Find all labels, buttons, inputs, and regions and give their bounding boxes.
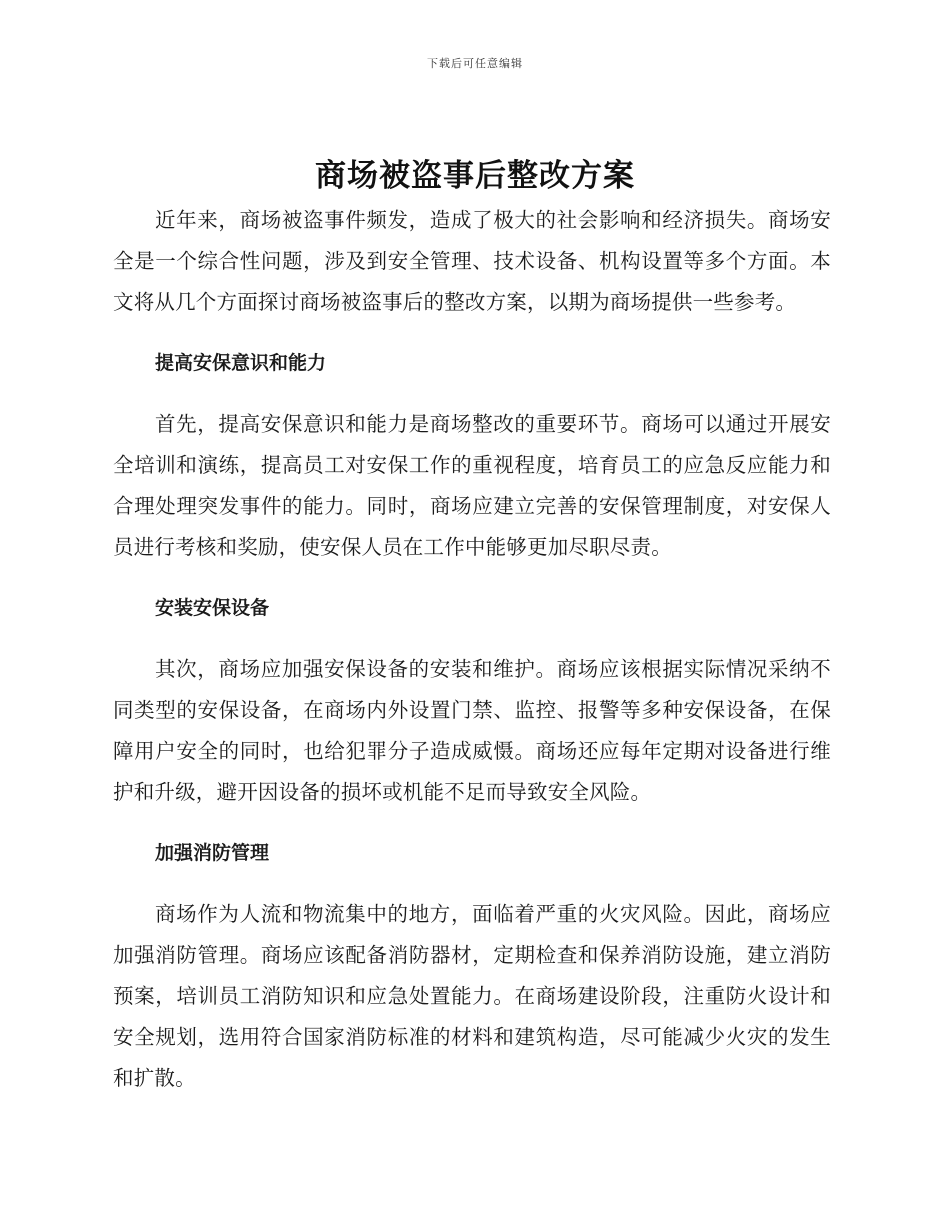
section-heading-security-awareness: 提高安保意识和能力	[155, 352, 327, 374]
section-body-security-awareness: 首先，提高安保意识和能力是商场整改的重要环节。商场可以通过开展安全培训和演练，提高员工对安保工作的重视程度，培育员工的应急反应能力和合理处理突发事件的能力。同时，商场应建立完善的安保管理制度，对安保人员进行考核和奖励，使安保人员在工作中能够更加尽职尽责。	[113, 412, 831, 559]
document-body	[113, 200, 831, 1099]
document-title: 商场被盗事后整改方案	[315, 158, 635, 194]
section-heading-security-equipment: 安装安保设备	[155, 597, 270, 619]
section-body-security-equipment: 其次，商场应加强安保设备的安装和维护。商场应该根据实际情况采纳不同类型的安保设备，在商场内外设置门禁、监控、报警等多种安保设备，在保障用户安全的同时，也给犯罪分子造成威慑。商场还应每年定期对设备进行维护和升级，避开因设备的损坏或机能不足而导致安全风险。	[113, 657, 831, 804]
intro-paragraph: 近年来，商场被盗事件频发，造成了极大的社会影响和经济损失。商场安全是一个综合性问题，涉及到安全管理、技术设备、机构设置等多个方面。本文将从几个方面探讨商场被盗事后的整改方案，以期为商场提供一些参考。	[113, 208, 831, 314]
header-note: 下载后可任意编辑	[427, 57, 523, 70]
section-body-fire-management: 商场作为人流和物流集中的地方，面临着严重的火灾风险。因此，商场应加强消防管理。商场应该配备消防器材，定期检查和保养消防设施，建立消防预案，培训员工消防知识和应急处置能力。在商场建设阶段，注重防火设计和安全规划，选用符合国家消防标准的材料和建筑构造，尽可能减少火灾的发生和扩散。	[113, 902, 831, 1090]
section-heading-fire-management: 加强消防管理	[155, 842, 270, 864]
